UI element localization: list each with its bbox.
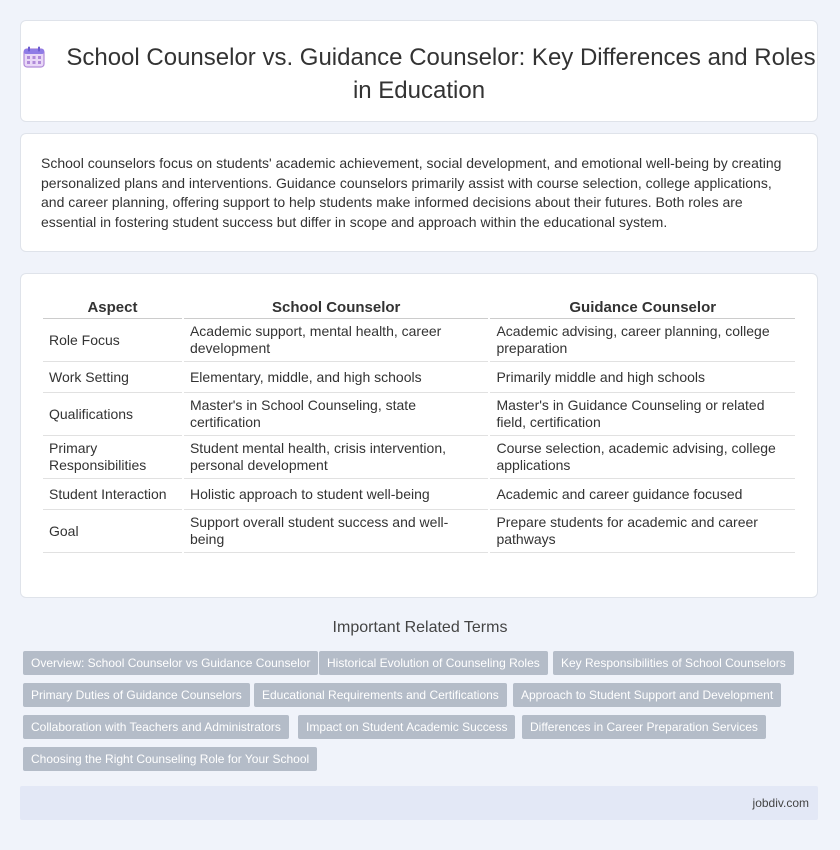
- row-aspect: Qualifications: [43, 393, 182, 436]
- row-aspect: Primary Responsibilities: [43, 436, 182, 479]
- header-card: [20, 20, 818, 122]
- row-guidance-value: Academic and career guidance focused: [490, 479, 795, 510]
- related-term-link[interactable]: Overview: School Counselor vs Guidance Counselor: [23, 651, 318, 675]
- related-term-link[interactable]: Collaboration with Teachers and Administrators: [23, 715, 289, 739]
- row-school-value: Master's in School Counseling, state certification: [184, 393, 489, 436]
- related-term-link[interactable]: Key Responsibilities of School Counselors: [553, 651, 794, 675]
- intro-text: School counselors focus on students' academic achievement, social development, and emotional well-being by creating personalized plans and interventions. Guidance counselors primarily assist with course selection, college applications, and career planning, offering support to help students make informed decisions about their futures. Both roles are essential in fostering student success but differ in scope and approach within the educational system.: [41, 155, 782, 230]
- intro-card: [20, 133, 818, 252]
- row-aspect: Student Interaction: [43, 479, 182, 510]
- table-row: [43, 436, 795, 479]
- row-aspect: Goal: [43, 510, 182, 553]
- related-term-link[interactable]: Choosing the Right Counseling Role for Your School: [23, 747, 317, 771]
- related-term-link[interactable]: Historical Evolution of Counseling Roles: [319, 651, 548, 675]
- row-school-value: Holistic approach to student well-being: [184, 479, 489, 510]
- comparison-table: [41, 296, 797, 553]
- row-aspect: Role Focus: [43, 319, 182, 362]
- page-title: [21, 43, 817, 105]
- row-guidance-value: Prepare students for academic and career pathways: [490, 510, 795, 553]
- footer: [20, 786, 818, 820]
- footer-site-link[interactable]: jobdiv.com: [752, 796, 809, 810]
- row-guidance-value: Academic advising, career planning, college preparation: [490, 319, 795, 362]
- row-school-value: Academic support, mental health, career development: [184, 319, 489, 362]
- calendar-icon: [22, 45, 46, 76]
- table-row: [43, 479, 795, 510]
- related-term-link[interactable]: Approach to Student Support and Development: [513, 683, 781, 707]
- row-guidance-value: Primarily middle and high schools: [490, 362, 795, 393]
- related-term-link[interactable]: Differences in Career Preparation Services: [522, 715, 766, 739]
- row-school-value: Student mental health, crisis intervention, personal development: [184, 436, 489, 479]
- row-aspect: Work Setting: [43, 362, 182, 393]
- table-row: [43, 319, 795, 362]
- row-school-value: Support overall student success and well-being: [184, 510, 489, 553]
- related-term-link[interactable]: Impact on Student Academic Success: [298, 715, 515, 739]
- table-header-row: [43, 296, 795, 319]
- header-guidance-counselor: Guidance Counselor: [490, 296, 795, 319]
- table-row: [43, 393, 795, 436]
- table-row: [43, 510, 795, 553]
- row-guidance-value: Course selection, academic advising, college applications: [490, 436, 795, 479]
- related-terms-title: Important Related Terms: [332, 619, 508, 636]
- title-text: School Counselor vs. Guidance Counselor: Key Differences and Roles in Education: [66, 44, 816, 104]
- row-guidance-value: Master's in Guidance Counseling or related field, certification: [490, 393, 795, 436]
- related-term-link[interactable]: Educational Requirements and Certifications: [254, 683, 507, 707]
- table-row: [43, 362, 795, 393]
- related-term-link[interactable]: Primary Duties of Guidance Counselors: [23, 683, 250, 707]
- header-aspect: Aspect: [43, 296, 182, 319]
- comparison-card: [20, 273, 818, 598]
- header-school-counselor: School Counselor: [184, 296, 489, 319]
- row-school-value: Elementary, middle, and high schools: [184, 362, 489, 393]
